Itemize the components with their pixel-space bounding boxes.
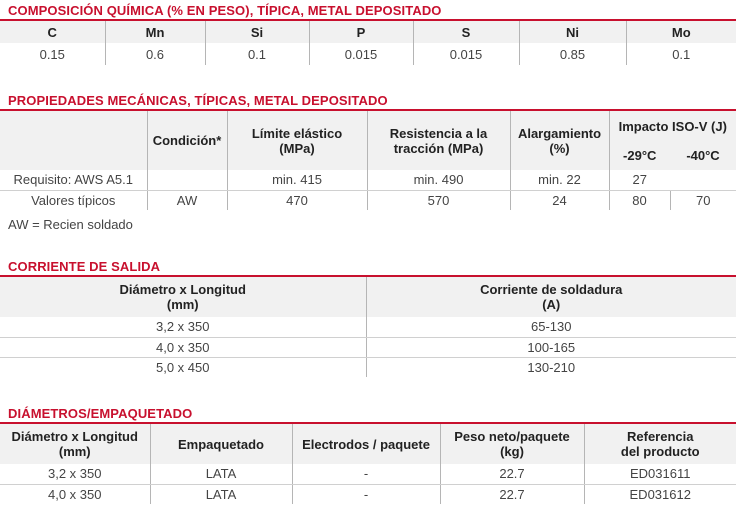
mech-header-impact-40: -40°C xyxy=(670,141,736,170)
pack-section-title: DIÁMETROS/EMPAQUETADO xyxy=(8,406,193,421)
mech-row-impact-40: 70 xyxy=(670,190,736,210)
mech-row-requirement xyxy=(0,170,736,190)
mech-row-elongation: 24 xyxy=(510,190,609,210)
chem-header-ni: Ni xyxy=(519,21,626,43)
chem-value-s: 0.015 xyxy=(413,43,519,65)
pack-row-packaging: LATA xyxy=(150,464,292,484)
current-row-diameter: 5,0 x 450 xyxy=(156,359,210,375)
pack-row-electrodes: - xyxy=(292,464,440,484)
chem-section-title: COMPOSICIÓN QUÍMICA (% EN PESO), TÍPICA, METAL DEPOSITADO xyxy=(8,3,442,18)
mech-header-row xyxy=(0,111,736,141)
current-section-title: CORRIENTE DE SALIDA xyxy=(8,259,161,274)
pack-row-diameter: 4,0 x 350 xyxy=(48,486,102,502)
chem-value-p: 0.015 xyxy=(309,43,413,65)
mech-header-elongation: Alargamiento (%) xyxy=(510,111,609,170)
pack-row xyxy=(0,464,736,484)
mech-table xyxy=(0,111,736,210)
chem-header-s: S xyxy=(413,21,519,43)
mech-section-title: PROPIEDADES MECÁNICAS, TÍPICAS, METAL DEPOSITADO xyxy=(8,93,388,108)
current-row xyxy=(0,317,736,337)
mech-header-tensile: Resistencia a la tracción (MPa) xyxy=(367,111,510,170)
chem-header-mn: Mn xyxy=(105,21,205,43)
mech-row-tensile: min. 490 xyxy=(367,170,510,190)
mech-row-impact-29: 27 xyxy=(609,170,670,190)
chem-values-row xyxy=(0,43,736,65)
chem-header-row xyxy=(0,21,736,43)
mech-footnote: AW = Recien soldado xyxy=(8,217,133,232)
chem-header-p: P xyxy=(309,21,413,43)
pack-row-diameter: 3,2 x 350 xyxy=(0,464,150,484)
mech-row-yield: min. 415 xyxy=(227,170,367,190)
mech-row-condition xyxy=(147,170,227,190)
mech-header-impact: Impacto ISO-V (J) xyxy=(609,111,736,141)
current-header-row xyxy=(0,277,736,317)
pack-header-row xyxy=(0,424,736,464)
mech-row-tensile: 570 xyxy=(367,190,510,210)
pack-table xyxy=(0,424,736,504)
mech-row-label: Valores típicos xyxy=(31,192,116,208)
current-header-current: Corriente de soldadura (A) xyxy=(366,277,736,317)
pack-header-weight: Peso neto/paquete (kg) xyxy=(440,424,584,464)
mech-row-impact-29: 80 xyxy=(609,190,670,210)
mech-row-label: Requisito: AWS A5.1 xyxy=(0,170,147,190)
pack-row-reference: ED031611 xyxy=(584,464,736,484)
mech-row-impact-40 xyxy=(670,170,736,190)
current-row-diameter: 4,0 x 350 xyxy=(0,337,366,357)
pack-row-weight: 22.7 xyxy=(440,464,584,484)
mech-header-condition: Condición* xyxy=(147,111,227,170)
pack-header-diameter: Diámetro x Longitud (mm) xyxy=(0,424,150,464)
chem-header-c: C xyxy=(0,21,105,43)
pack-row-packaging: LATA xyxy=(150,484,292,504)
chem-value-mn: 0.6 xyxy=(105,43,205,65)
pack-row-electrodes: - xyxy=(292,484,440,504)
pack-row-reference: ED031612 xyxy=(584,484,736,504)
current-row-current: 65-130 xyxy=(366,317,736,337)
chem-header-si: Si xyxy=(205,21,309,43)
mech-row-yield: 470 xyxy=(227,190,367,210)
chem-value-mo: 0.1 xyxy=(626,43,736,65)
chem-value-si: 0.1 xyxy=(205,43,309,65)
current-row xyxy=(0,357,736,377)
mech-row-typical xyxy=(0,190,736,210)
current-row xyxy=(0,337,736,357)
current-row-current: 100-165 xyxy=(366,337,736,357)
pack-row-weight: 22.7 xyxy=(440,484,584,504)
mech-header-yield: Límite elástico (MPa) xyxy=(227,111,367,170)
mech-header-label xyxy=(0,111,147,170)
pack-header-packaging: Empaquetado xyxy=(150,424,292,464)
current-header-diameter: Diámetro x Longitud (mm) xyxy=(0,277,366,317)
mech-row-condition: AW xyxy=(147,190,227,210)
chem-header-mo: Mo xyxy=(626,21,736,43)
current-table xyxy=(0,277,736,377)
pack-row xyxy=(0,484,736,504)
pack-header-electrodes: Electrodos / paquete xyxy=(292,424,440,464)
current-row-diameter: 3,2 x 350 xyxy=(0,317,366,337)
pack-header-reference: Referencia del producto xyxy=(584,424,736,464)
mech-row-elongation: min. 22 xyxy=(510,170,609,190)
mech-header-impact-29: -29°C xyxy=(609,141,670,170)
current-row-current: 130-210 xyxy=(366,357,736,377)
chem-table xyxy=(0,21,736,65)
chem-value-ni: 0.85 xyxy=(519,43,626,65)
chem-value-c: 0.15 xyxy=(39,46,65,62)
